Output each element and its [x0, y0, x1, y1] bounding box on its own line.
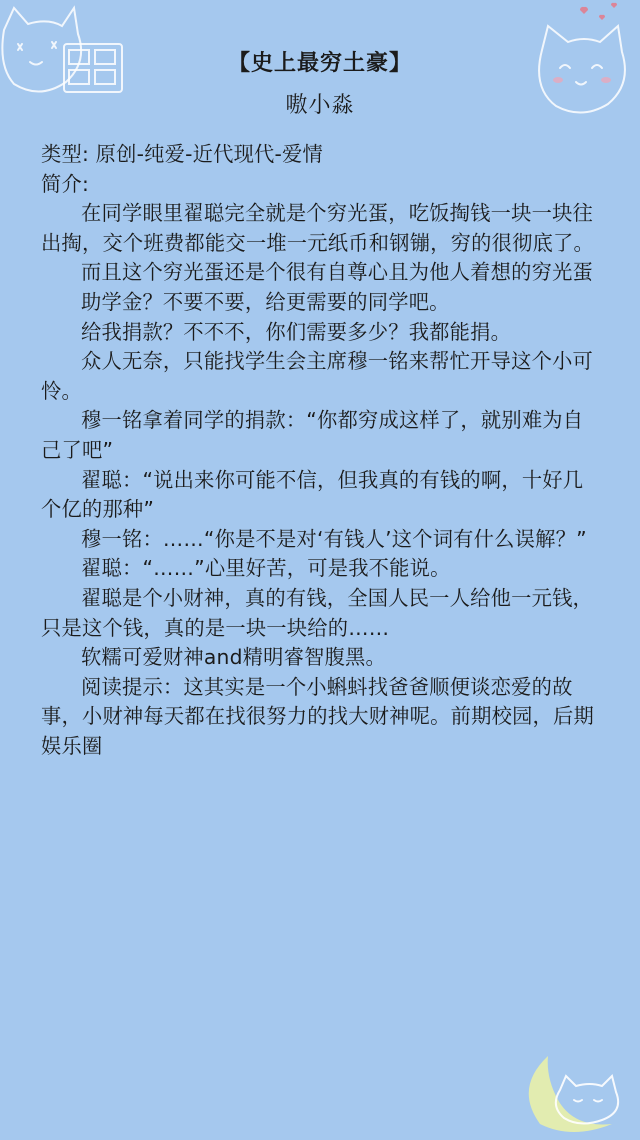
intro-paragraph: 给我捐款？不不不，你们需要多少？我都能捐。 [81, 319, 512, 344]
intro-label: 简介: [41, 171, 89, 196]
intro-paragraph: 翟聪：“……”心里好苦，可是我不能说。 [81, 556, 451, 581]
intro-paragraph: 翟聪：“说出来你可能不信，但我真的有钱的啊，十好几个亿的那种” [41, 467, 584, 522]
intro-paragraph: 软糯可爱财神and精明睿智腹黑。 [81, 645, 387, 670]
sleeping-cat-moon-icon [520, 1040, 638, 1138]
intro-paragraph: 在同学眼里翟聪完全就是个穷光蛋，吃饭掏钱一块一块往出掏，交个班费都能交一堆一元纸币和钢镚，穷的很彻底了。 [41, 201, 594, 255]
intro-paragraph: 阅读提示：这其实是一个小蝌蚪找爸爸顺便谈恋爱的故事，小财神每天都在找很努力的找大财神呢。前期校园，后期娱乐圈 [41, 674, 594, 758]
genre-line: 类型: 原创-纯爱-近代现代-爱情 [41, 142, 324, 166]
intro-paragraph: 穆一铭拿着同学的捐款：“你都穷成这样了，就别难为自己了吧” [41, 408, 584, 462]
intro-paragraph: 众人无奈，只能找学生会主席穆一铭来帮忙开导这个小可怜。 [41, 349, 594, 403]
intro-paragraph: 助学金？不要不要，给更需要的同学吧。 [81, 289, 450, 314]
intro-paragraph: 而且这个穷光蛋还是个很有自尊心且为他人着想的穷光蛋 [81, 260, 594, 285]
book-title: 【史上最穷土豪】 [227, 51, 412, 76]
book-description [41, 140, 601, 761]
book-author: 嗷小淼 [285, 93, 355, 118]
intro-paragraph: 穆一铭：……“你是不是对‘有钱人’这个词有什么误解？” [81, 526, 587, 551]
intro-paragraph: 翟聪是个小财神，真的有钱，全国人民一人给他一元钱，只是这个钱，真的是一块一块给的…… [41, 585, 594, 640]
